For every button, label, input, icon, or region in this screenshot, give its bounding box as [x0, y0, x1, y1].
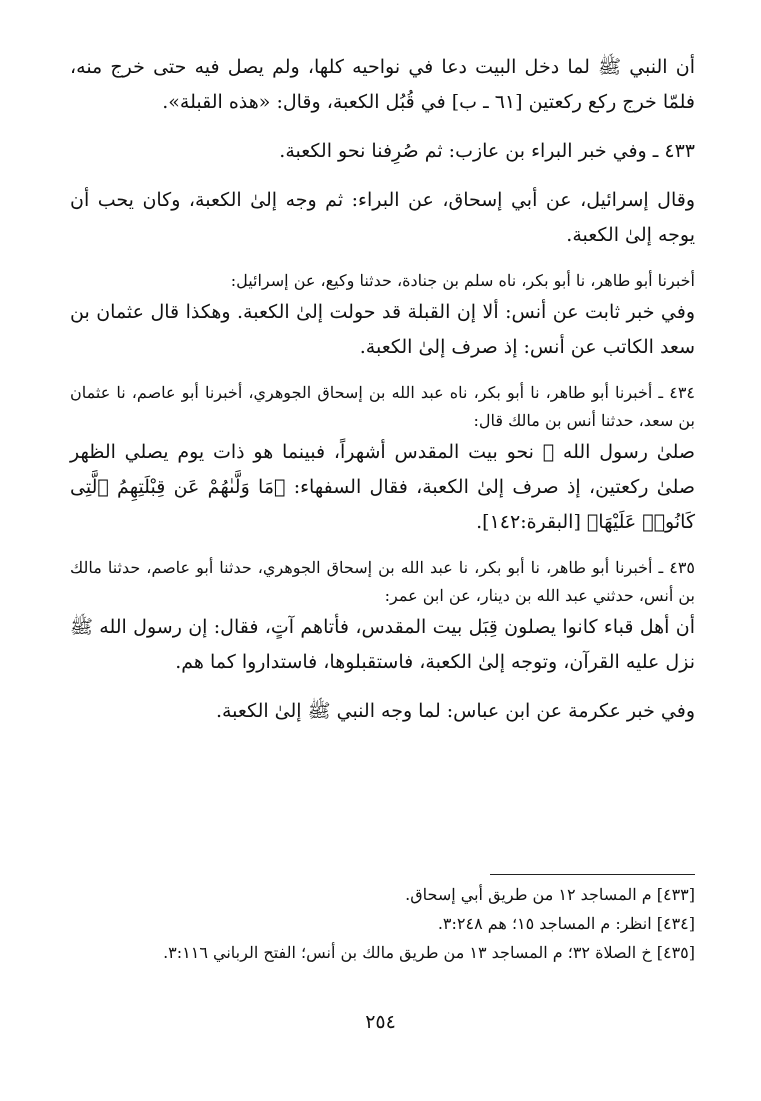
isnad-chain-435: ٤٣٥ ـ أخبرنا أبو طاهر، نا أبو بكر، نا عبد الله بن إسحاق الجوهري، حدثنا أبو عاصم، حدثنا مالك بن أنس، حدثني عبد الله بن دينار، عن ابن عمر: — [70, 558, 695, 605]
paragraph-433: ٤٣٣ ـ وفي خبر البراء بن عازب: ثم صُرِفنا نحو الكعبة. — [279, 140, 695, 162]
footnote-433: [٤٣٣] م المساجد ١٢ من طريق أبي إسحاق. — [405, 885, 695, 904]
paragraph-opening: أن النبي ﷺ لما دخل البيت دعا في نواحيه كلها، ولم يصل فيه حتى خرج منه، فلمّا خرج ركع ركعتين [٦١ ـ ب] في قُبُل الكعبة، وقال: «هذه القبلة». — [70, 56, 695, 113]
footnote-434: [٤٣٤] انظر: م المساجد ١٥؛ هم ٣:٢٤٨. — [437, 914, 695, 933]
footnote-divider — [490, 874, 695, 875]
paragraph-435-text: أن أهل قباء كانوا يصلون قِبَل بيت المقدس، فأتاهم آتٍ، فقال: إن رسول الله ﷺ نزل عليه القرآن، وتوجه إلىٰ الكعبة، فاستقبلوها، فاستداروا كما هم. — [70, 616, 695, 673]
page-number: ٢٥٤ — [365, 1011, 396, 1033]
footnote-435: [٤٣٥] خ الصلاة ٣٢؛ م المساجد ١٣ من طريق مالك بن أنس؛ الفتح الرباني ٣:١١٦. — [163, 943, 695, 962]
paragraph-434-text: صلىٰ رسول الله ﷺ نحو بيت المقدس أشهراً، فبينما هو ذات يوم يصلي الظهر صلىٰ ركعتين، إذ صرف إلىٰ الكعبة، فقال السفهاء: ﴿مَا وَلَّىٰهُمْ عَن قِبْلَتِهِمُ ٱلَّتِى كَانُوا۟ عَلَيْهَا﴾ [البقرة:١٤٢]. — [70, 441, 695, 533]
isnad-chain-434: ٤٣٤ ـ أخبرنا أبو طاهر، نا أبو بكر، ناه عبد الله بن إسحاق الجوهري، أخبرنا أبو عاصم، نا عثمان بن سعد، حدثنا أنس بن مالك قال: — [70, 383, 695, 430]
paragraph-thabit: وفي خبر ثابت عن أنس: ألا إن القبلة قد حولت إلىٰ الكعبة. وهكذا قال عثمان بن سعد الكاتب عن أنس: إذ صرف إلىٰ الكعبة. — [70, 301, 695, 358]
isnad-chain-1: أخبرنا أبو طاهر، نا أبو بكر، ناه سلم بن جنادة، حدثنا وكيع، عن إسرائيل: — [230, 271, 695, 290]
paragraph-ikrima: وفي خبر عكرمة عن ابن عباس: لما وجه النبي ﷺ إلىٰ الكعبة. — [215, 700, 695, 722]
paragraph-israil: وقال إسرائيل، عن أبي إسحاق، عن البراء: ثم وجه إلىٰ الكعبة، وكان يحب أن يوجه إلىٰ الكعبة. — [70, 189, 695, 246]
footnotes-section — [70, 880, 695, 967]
page-body — [70, 50, 695, 729]
